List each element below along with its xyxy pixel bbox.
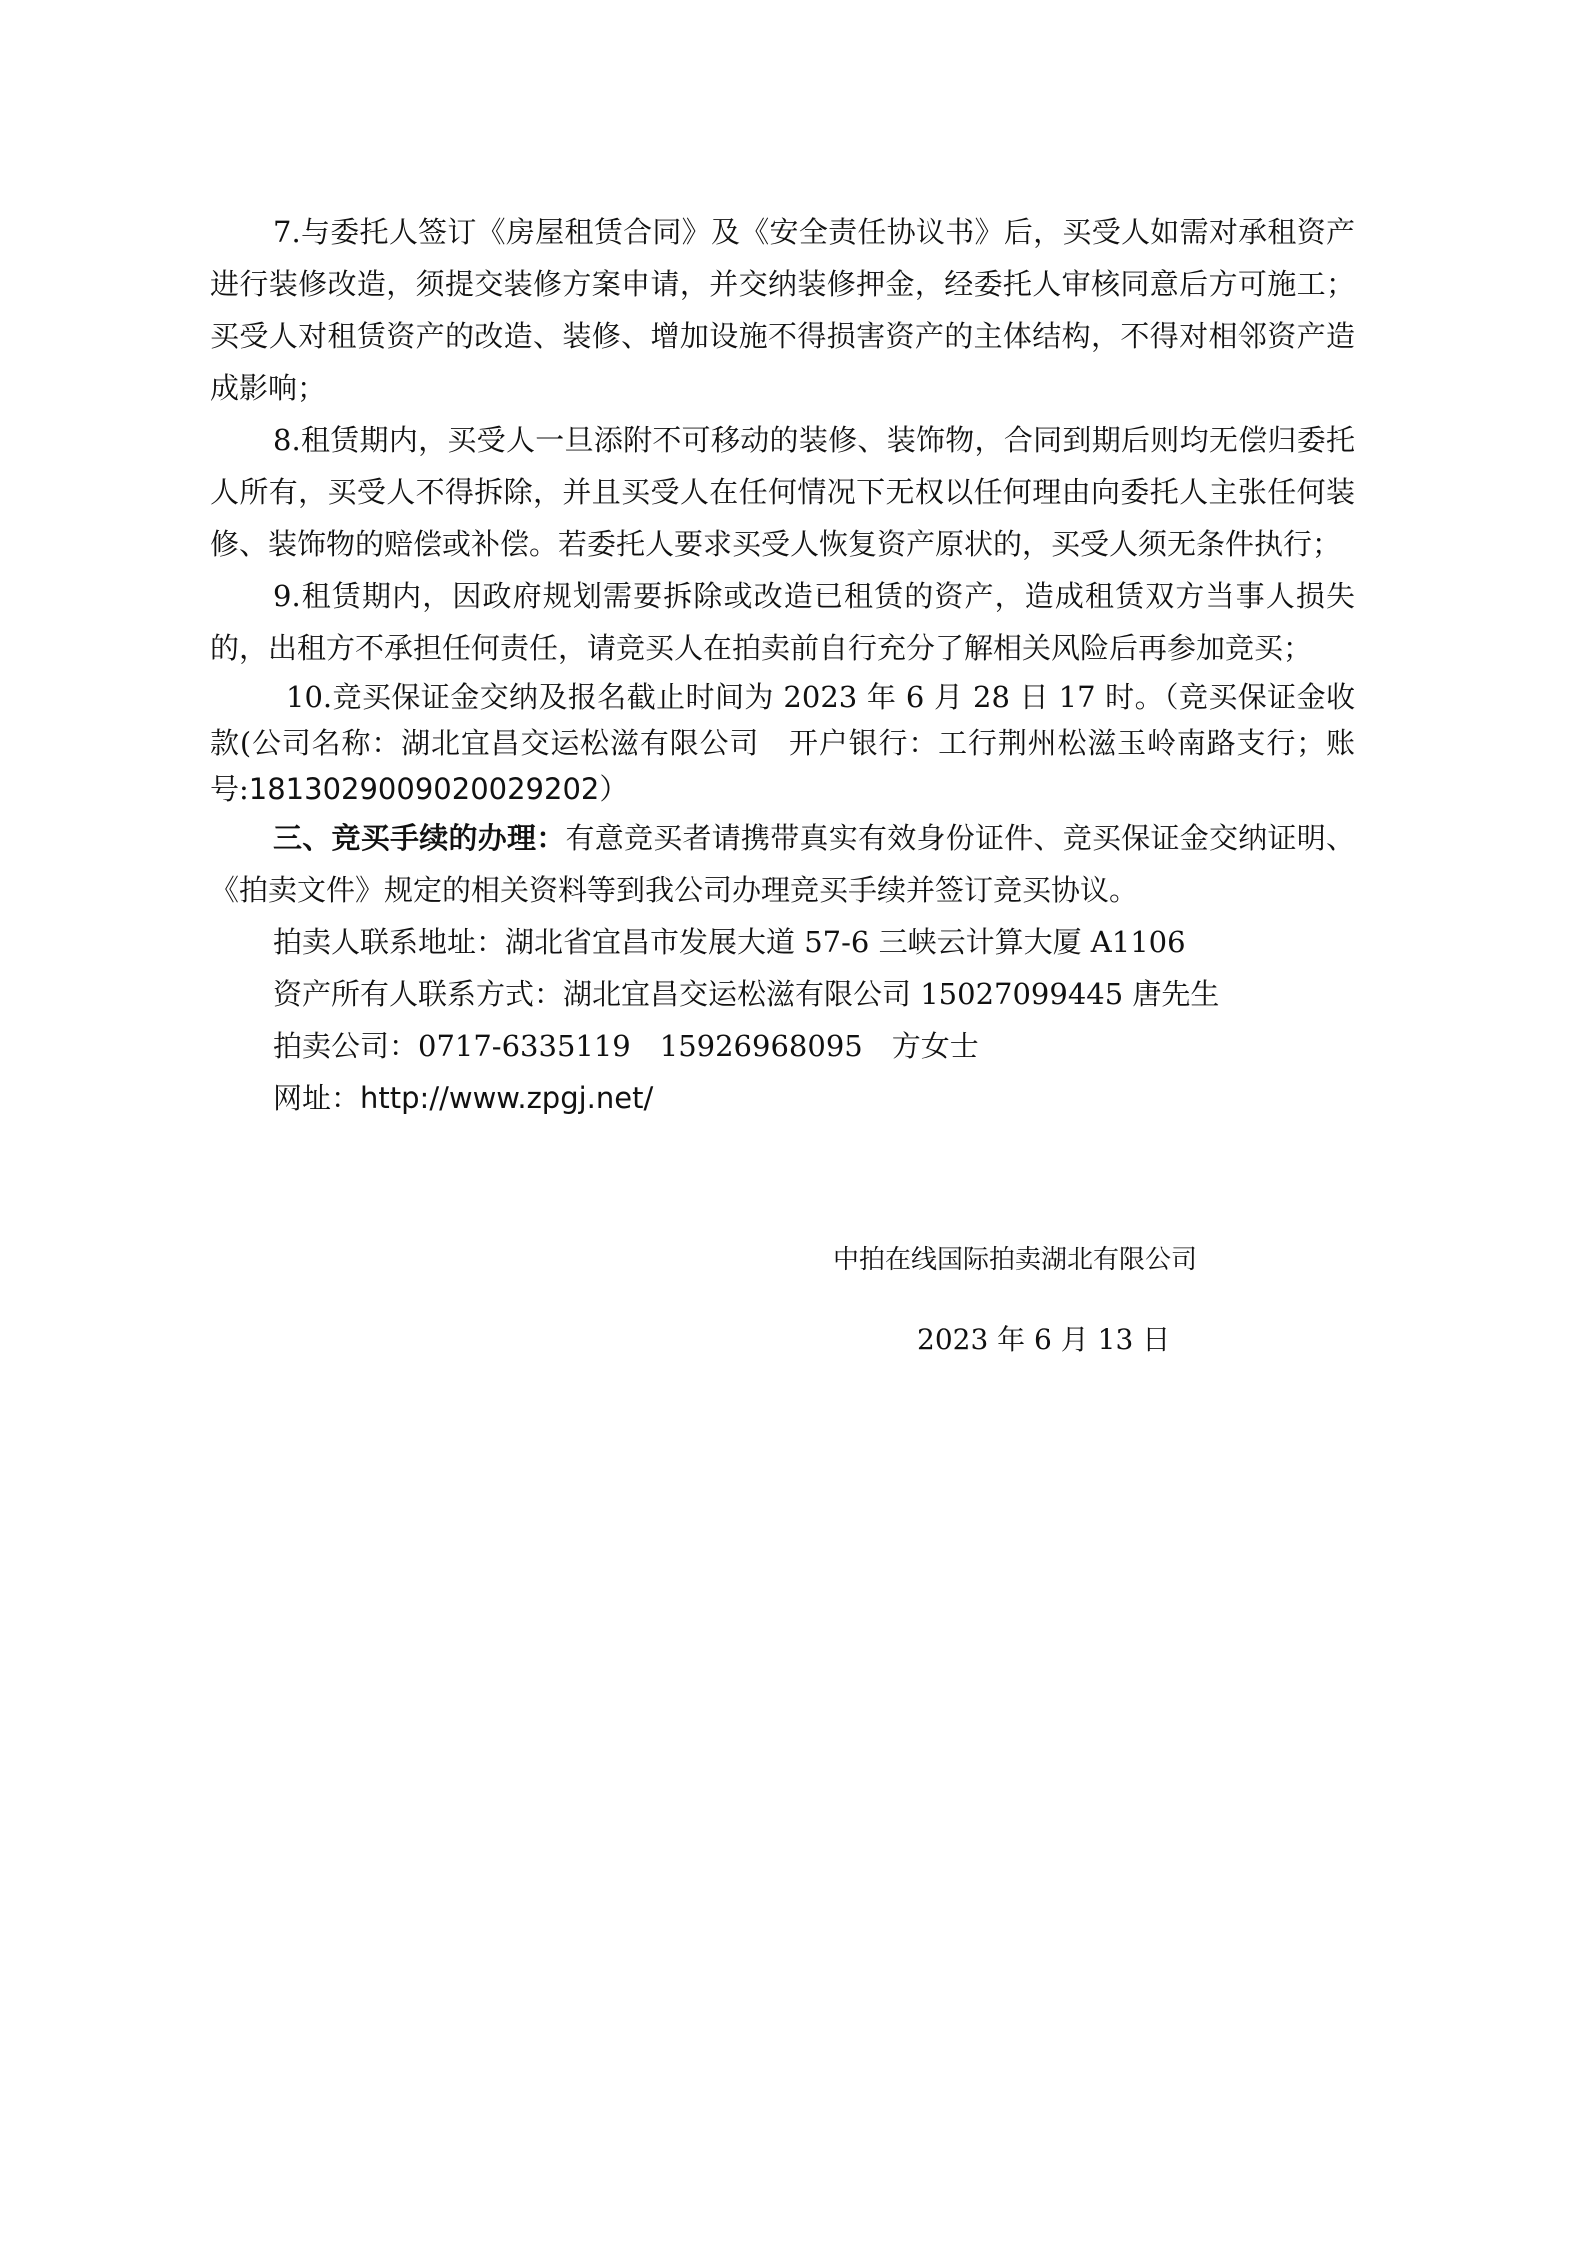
clause-10-text: 10.竞买保证金交纳及报名截止时间为 2023 年 6 月 28 日 17 时。（竞买保证金收款(公司名称：湖北宜昌交运松滋有限公司 开户银行：工行荆州松滋玉岭南路支行；账号: [210, 680, 1355, 806]
document-body [210, 206, 1355, 1124]
document-date: 2023 年 6 月 13 日 [917, 1323, 1171, 1356]
clause-7: 7.与委托人签订《房屋租赁合同》及《安全责任协议书》后，买受人如需对承租资产进行装修改造，须提交装修方案申请，并交纳装修押金，经委托人审核同意后方可施工；买受人对租赁资产的改造、装修、增加设施不得损害资产的主体结构，不得对相邻资产造成影响； [210, 215, 1355, 405]
company-signature: 中拍在线国际拍卖湖北有限公司 [833, 1245, 1198, 1275]
bank-account-number: 181302900902002920 [248, 772, 581, 806]
clause-8: 8.租赁期内，买受人一旦添附不可移动的装修、装饰物，合同到期后则均无偿归委托人所有，买受人不得拆除，并且买受人在任何情况下无权以任何理由向委托人主张任何装修、装饰物的赔偿或补偿。若委托人要求买受人恢复资产原状的，买受人须无条件执行； [210, 423, 1355, 561]
owner-contact: 资产所有人联系方式：湖北宜昌交运松滋有限公司 15027099445 唐先生 [273, 977, 1220, 1011]
section-3-text: 有意竞买者请携带真实有效身份证件、竞买保证金交纳证明、《拍卖文件》规定的相关资料等到我公司办理竞买手续并签订竞买协议。 [210, 821, 1355, 907]
section-3-heading: 三、竞买手续的办理： [273, 821, 566, 855]
auctioneer-address: 拍卖人联系地址：湖北省宜昌市发展大道 57-6 三峡云计算大厦 A1106 [273, 925, 1186, 959]
section-3-bidding-procedure [210, 812, 1355, 916]
website-line [210, 1072, 1355, 1124]
website-label: 网址： [273, 1081, 361, 1115]
clause-9: 9.租赁期内，因政府规划需要拆除或改造已租赁的资产，造成租赁双方当事人损失的，出租方不承担任何责任，请竞买人在拍卖前自行充分了解相关风险后再参加竞买； [210, 579, 1355, 665]
clause-10-tail: 2） [580, 772, 629, 806]
website-link[interactable]: http://www.zpgj.net/ [360, 1081, 654, 1115]
auction-company-contact: 拍卖公司：0717-6335119 15926968095 方女士 [273, 1029, 979, 1063]
clause-10 [210, 674, 1355, 812]
